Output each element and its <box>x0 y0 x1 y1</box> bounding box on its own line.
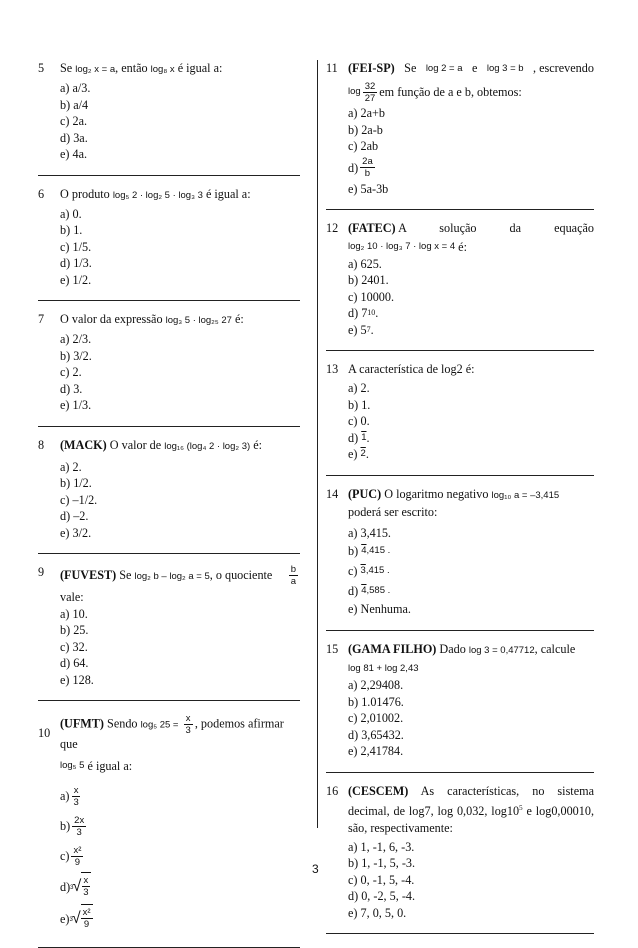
q5-expr: log₂ x = a <box>75 64 116 75</box>
option: d) 3. <box>60 381 83 396</box>
separator-rule <box>326 350 594 351</box>
option: b) 3/2. <box>60 348 92 363</box>
frac-num: x² <box>73 844 82 856</box>
frac-num: 32 <box>364 80 376 92</box>
option: d) 3,65432. <box>348 727 404 742</box>
option: a) 10. <box>60 606 88 621</box>
q10-expr: log₅ 25 = <box>140 719 179 731</box>
question-number: 5 <box>38 61 45 75</box>
option <box>348 541 594 561</box>
question-number: 12 <box>326 221 339 235</box>
exponent: 5 <box>519 803 523 812</box>
frac-num: b <box>290 564 296 575</box>
q14-expr: log₁₀ a = –3,415 <box>491 489 560 501</box>
option-label: a) <box>60 789 70 803</box>
q5-expr2: log₈ x <box>150 64 175 75</box>
question-number: 16 <box>326 783 339 798</box>
question-5 <box>38 60 300 163</box>
separator-rule <box>38 700 300 701</box>
q14-source: (PUC) <box>348 486 382 501</box>
option-fraction <box>71 845 83 868</box>
option: d) 1/3. <box>60 256 92 270</box>
option: b) 1, -1, 5, -3. <box>348 856 416 871</box>
question-9 <box>38 564 300 688</box>
frac-num: x² <box>82 907 91 919</box>
frac-num: x <box>73 784 79 796</box>
barred-value: 4 <box>361 545 367 556</box>
question-11 <box>326 60 594 197</box>
option: b) 25. <box>60 623 89 637</box>
option: e) 3/2. <box>60 525 92 540</box>
exponent: 10 <box>367 308 376 317</box>
q9-expr: log₂ b – log₂ a = 5 <box>134 570 210 582</box>
option-text: d) 7 <box>348 306 368 320</box>
q14-post: poderá ser escrito: <box>348 504 438 519</box>
column-divider <box>317 60 318 828</box>
q6-pre: O produto <box>60 186 110 201</box>
q10-expr2: log₅ 5 <box>60 760 85 771</box>
q11-second-line <box>348 79 594 105</box>
q12-pre: A solução da equação <box>398 221 594 235</box>
q5-mid: , então <box>115 61 148 75</box>
question-8 <box>38 437 300 542</box>
option <box>60 781 300 811</box>
q9-source: (FUVEST) <box>60 567 117 582</box>
option: c) 2. <box>60 365 82 379</box>
frac-den: 3 <box>185 725 191 736</box>
question-number: 15 <box>326 641 339 656</box>
question-number: 14 <box>326 486 339 501</box>
option-end: . <box>375 306 379 320</box>
q16-text2: e log0,00010, são, respectivamente: <box>348 803 594 835</box>
question-15 <box>326 641 594 760</box>
option: e) 1/2. <box>60 272 92 287</box>
q11-fraction <box>363 81 378 104</box>
frac-den: 9 <box>74 856 81 868</box>
left-column <box>38 60 300 948</box>
option: a) 2. <box>60 459 82 474</box>
q6-options <box>60 206 300 289</box>
frac-den: a <box>290 576 296 587</box>
q10-mid: , podemos afirmar que <box>60 716 284 751</box>
q7-options <box>60 331 300 414</box>
option <box>60 903 300 935</box>
q15-expr: log 3 = 0,47712 <box>468 644 535 656</box>
barred-value: 3 <box>360 565 366 576</box>
q16-source: (CESCEM) <box>348 783 409 798</box>
option: e) 4a. <box>60 147 88 161</box>
frac-num: 2x <box>74 814 85 826</box>
q12-source: (FATEC) <box>348 221 396 235</box>
q11-post: em função de a e b, obtemos: <box>379 85 522 99</box>
option-label: b) <box>60 819 71 833</box>
option-label: d) <box>60 880 71 894</box>
option-end: . <box>370 322 374 337</box>
q9-pre: Se <box>119 567 132 582</box>
option-label: d) <box>348 430 359 445</box>
option-label: e) <box>348 447 358 461</box>
option: c) 2ab <box>348 139 379 153</box>
q10-pre: Sendo <box>107 716 138 731</box>
question-number: 11 <box>326 61 338 75</box>
option: c) 2,01002. <box>348 711 404 725</box>
option <box>348 305 594 322</box>
option: a) 2/3. <box>60 332 92 346</box>
option <box>60 811 300 841</box>
option: a) a/3. <box>60 81 91 95</box>
q5-options <box>60 80 300 163</box>
q8-source: (MACK) <box>60 437 107 452</box>
option-end: . <box>366 430 370 445</box>
q8-expr: log₁₆ (log₄ 2 · log₂ 3) <box>164 440 251 452</box>
q15-source: (GAMA FILHO) <box>348 641 437 656</box>
option-fraction <box>71 785 80 808</box>
barred-value: 2 <box>360 448 366 459</box>
option: c) –1/2. <box>60 492 98 507</box>
option-label: d) <box>348 584 359 598</box>
option: c) 0, -1, 5, -4. <box>348 872 415 887</box>
option: a) 2a+b <box>348 106 385 120</box>
barred-value: 4 <box>361 585 367 596</box>
q12-post: é: <box>458 240 467 254</box>
option: a) 2. <box>348 381 370 395</box>
option-label: c) <box>60 849 70 863</box>
q9-post: vale: <box>60 590 84 604</box>
separator-rule <box>38 300 300 301</box>
q11-expr2: log 3 = b <box>486 63 524 74</box>
option: c) 2a. <box>60 114 88 128</box>
q6-expr: log₅ 2 · log₂ 5 · log₃ 3 <box>112 189 203 201</box>
option-fraction <box>360 156 375 179</box>
radical-sign: √ <box>72 878 82 895</box>
separator-rule <box>38 175 300 176</box>
option-text: e) 5 <box>348 322 367 337</box>
barred-value: 1 <box>361 431 367 443</box>
q15-mid: , calcule <box>534 641 576 656</box>
option: c) 10000. <box>348 289 395 304</box>
option: c) 32. <box>60 639 88 654</box>
q15-options <box>348 661 594 760</box>
q14-pre: O logaritmo negativo <box>384 486 489 501</box>
option <box>60 871 300 903</box>
option-label: d) <box>348 160 359 175</box>
frac-num: x <box>83 875 89 887</box>
q10-fraction <box>184 713 193 736</box>
option: c) 1/5. <box>60 239 92 254</box>
frac-den: 27 <box>364 92 376 104</box>
q10-options <box>60 757 300 935</box>
q15-second-line <box>348 661 594 678</box>
option: b) 2a-b <box>348 122 383 137</box>
q6-post: é igual a: <box>205 186 251 201</box>
question-6 <box>38 186 300 289</box>
option <box>348 322 594 339</box>
frac-num: x <box>185 713 191 724</box>
option <box>348 430 594 447</box>
root-index: 3 <box>69 917 73 923</box>
q10-source: (UFMT) <box>60 716 104 731</box>
q12-second-line <box>348 239 594 256</box>
q13-text: A característica de log2 é: <box>348 362 475 376</box>
separator-rule <box>326 933 594 934</box>
option: a) 1, -1, 6, -3. <box>348 839 415 854</box>
option <box>348 155 594 181</box>
question-12 <box>326 220 594 338</box>
q9-options <box>60 589 300 688</box>
question-number: 8 <box>38 437 45 452</box>
cube-root <box>69 903 92 935</box>
q10-second-line <box>60 757 300 775</box>
question-number: 13 <box>326 362 339 376</box>
option <box>348 446 594 463</box>
q16-text1: As características, no sistema decimal, de log7, log 0,032, log10 <box>348 783 594 818</box>
frac-den: 3 <box>76 826 82 838</box>
separator-rule <box>326 772 594 773</box>
q5-post: é igual a: <box>177 61 223 75</box>
frac-num: 2a <box>362 156 373 167</box>
frac-den: b <box>364 168 371 179</box>
option: e) Nenhuma. <box>348 602 411 616</box>
question-number: 10 <box>38 725 51 740</box>
frac-den: 9 <box>83 919 90 931</box>
option: d) 0, -2, 5, -4. <box>348 889 416 904</box>
option <box>348 581 594 601</box>
q8-pre: O valor de <box>109 437 162 452</box>
q12-options <box>348 239 594 338</box>
q5-pre: Se <box>60 61 73 75</box>
q12-expr: log₂ 10 · log₃ 7 · log x = 4 <box>348 241 456 252</box>
q14-options <box>348 525 594 618</box>
option: a) 625. <box>348 256 382 271</box>
q7-expr: log₃ 5 · log₂₅ 27 <box>165 315 232 326</box>
option: a) 0. <box>60 206 82 221</box>
cube-root <box>70 871 90 903</box>
option <box>348 561 594 581</box>
question-10 <box>38 713 300 935</box>
frac-den: 3 <box>83 887 89 899</box>
exponent: 7 <box>366 324 371 334</box>
option-rest: ,585 . <box>366 585 391 596</box>
option-fraction <box>81 875 90 898</box>
option-label: e) <box>60 912 70 926</box>
separator-rule <box>326 475 594 476</box>
q7-post: é: <box>234 312 244 326</box>
q10-post: é igual a: <box>87 759 133 773</box>
option: d) 64. <box>60 656 89 670</box>
option: e) 7, 0, 5, 0. <box>348 905 407 920</box>
q15-pre: Dado <box>439 641 466 656</box>
option-label: b) <box>348 544 359 558</box>
right-column <box>326 60 594 934</box>
q9-fraction <box>289 564 298 587</box>
radical-sign: √ <box>71 910 81 927</box>
q11-options <box>348 79 594 197</box>
page-number: 3 <box>312 862 319 876</box>
option: e) 5a-3b <box>348 181 389 196</box>
option: b) a/4 <box>60 97 89 112</box>
question-13 <box>326 361 594 463</box>
option: e) 1/3. <box>60 398 92 412</box>
q8-options <box>60 459 300 542</box>
q16-options <box>348 839 594 922</box>
q11-log: log <box>348 86 361 97</box>
option: a) 2,29408. <box>348 678 404 692</box>
option-label: c) <box>348 564 358 578</box>
q11-pre: Se <box>404 61 417 75</box>
q7-pre: O valor da expressão <box>60 312 163 326</box>
option: e) 2,41784. <box>348 744 404 758</box>
question-number: 7 <box>38 312 45 326</box>
root-index: 3 <box>70 885 74 891</box>
question-7 <box>38 311 300 414</box>
option: b) 2401. <box>348 273 389 287</box>
option: d) –2. <box>60 509 89 523</box>
separator-rule <box>326 209 594 210</box>
option-end: . <box>365 447 369 461</box>
option-rest: ,415 . <box>365 565 390 576</box>
q11-mid2: , escrevendo <box>533 61 594 75</box>
option-fraction <box>72 815 86 838</box>
option: e) 128. <box>60 672 94 687</box>
option: b) 1/2. <box>60 476 92 490</box>
option: c) 0. <box>348 414 370 428</box>
option-fraction <box>81 907 93 930</box>
q13-options <box>348 380 594 463</box>
separator-rule <box>38 553 300 554</box>
question-14 <box>326 486 594 618</box>
option <box>60 841 300 871</box>
option: b) 1.01476. <box>348 694 404 709</box>
q11-source: (FEI-SP) <box>348 61 395 75</box>
option: a) 3,415. <box>348 525 391 540</box>
q11-expr1: log 2 = a <box>425 63 463 74</box>
question-number: 9 <box>38 565 45 579</box>
frac-den: 3 <box>73 796 79 808</box>
option: b) 1. <box>60 223 83 237</box>
option-rest: ,415 . <box>366 545 391 556</box>
q11-mid: e <box>471 61 478 75</box>
option: d) 3a. <box>60 130 88 145</box>
question-16 <box>326 783 594 922</box>
q15-expr2: log 81 + log 2,43 <box>348 662 419 674</box>
option: b) 1. <box>348 397 371 412</box>
q8-post: é: <box>253 437 262 452</box>
separator-rule <box>326 630 594 631</box>
separator-rule <box>38 426 300 427</box>
question-number: 6 <box>38 186 45 201</box>
q9-mid: , o quociente <box>209 567 273 582</box>
